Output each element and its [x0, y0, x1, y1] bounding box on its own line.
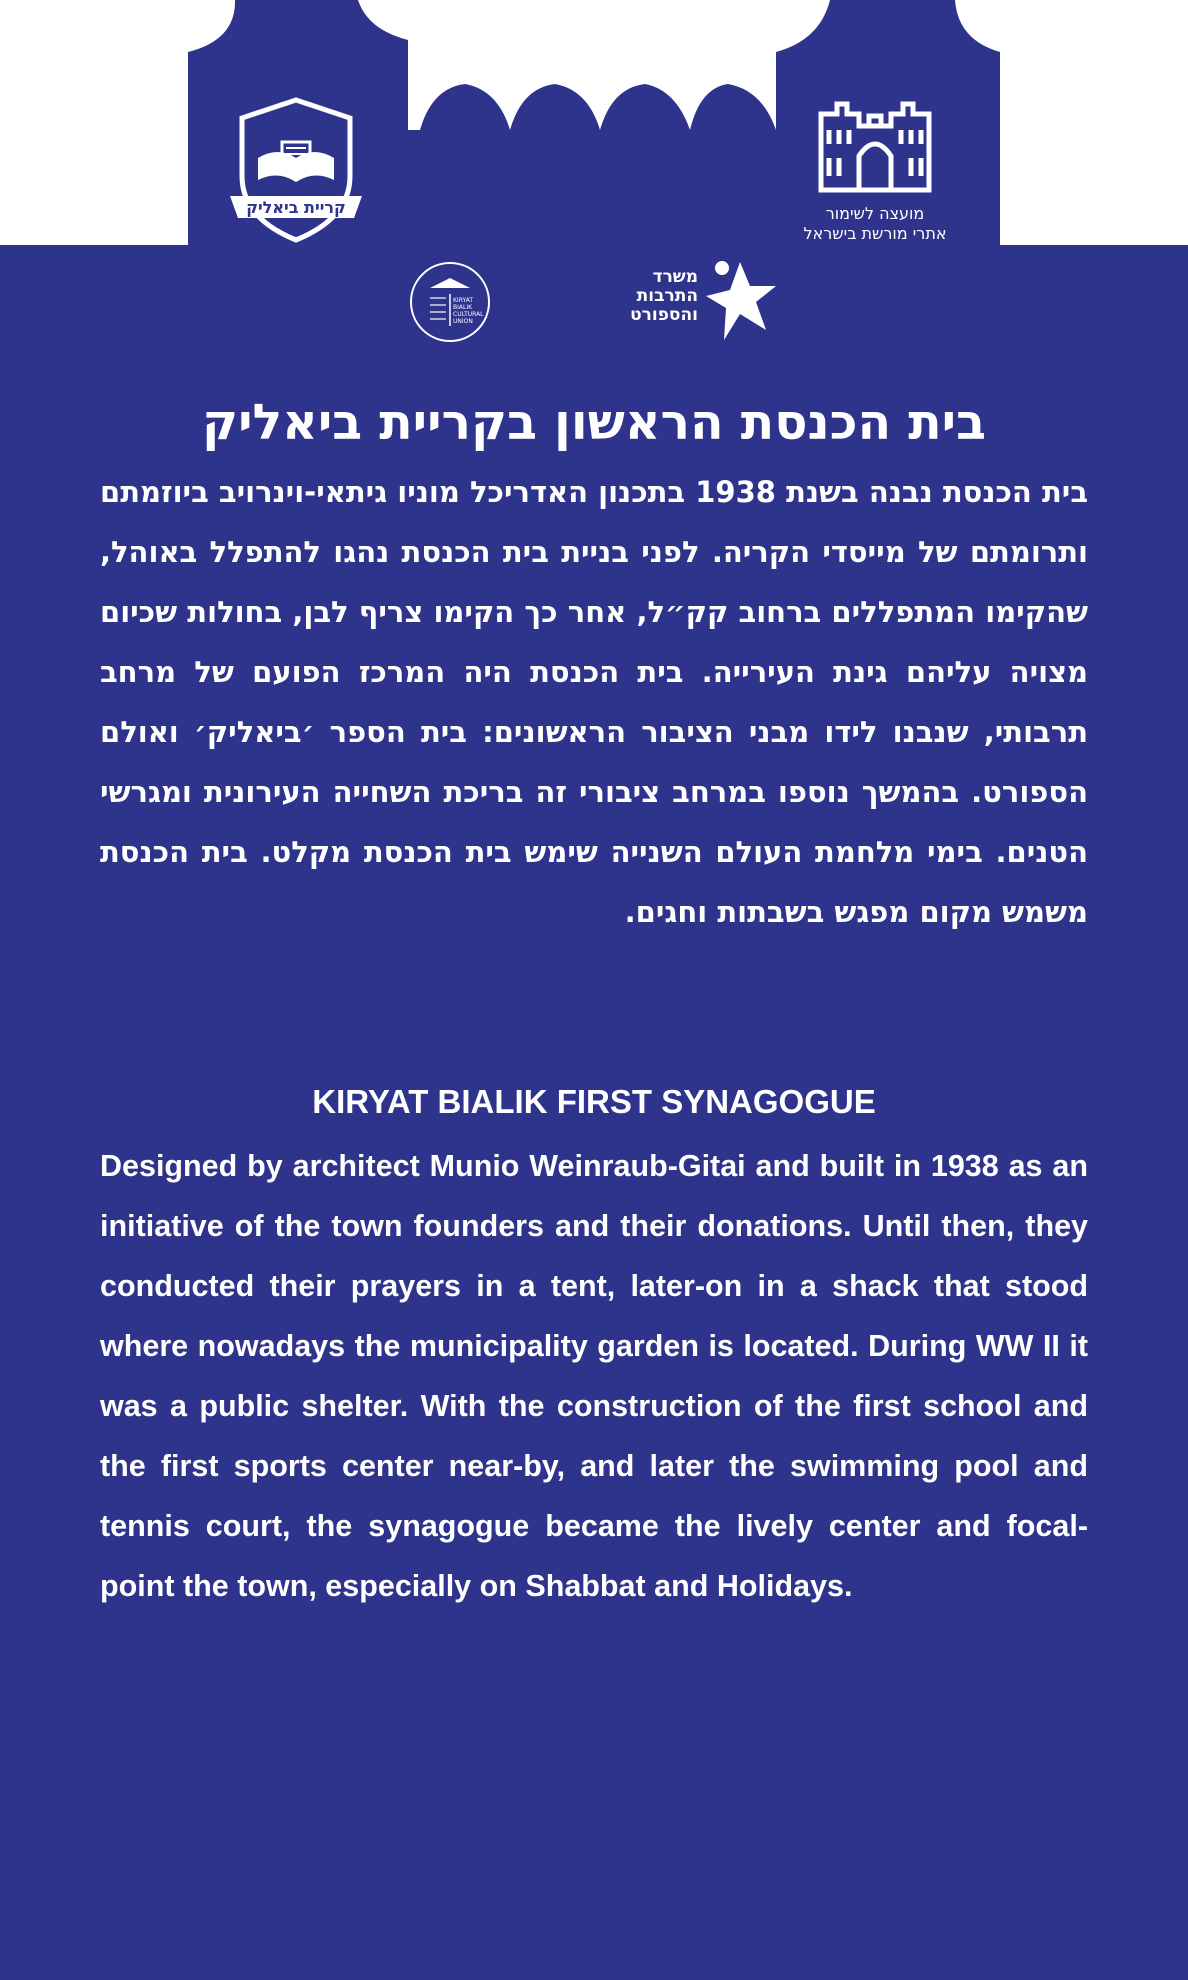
- union-line3: CULTURAL: [453, 311, 484, 318]
- open-book-shield-icon: [226, 96, 366, 246]
- kiryat-bialik-cultural-union-icon: [408, 260, 492, 344]
- union-line1: KIRYAT: [453, 297, 473, 304]
- ministry-line3: והספורט: [630, 305, 698, 325]
- union-line2: BIALIK: [453, 304, 473, 311]
- top-battlement-shape: [0, 0, 1188, 250]
- heritage-council-logo: [800, 96, 950, 244]
- ministry-line2: התרבות: [636, 286, 698, 306]
- hebrew-body: בית הכנסת נבנה בשנת 1938 בתכנון האדריכל מוניו גיתאי-וינרויב ביוזמתם ותרומתם של מייסדי הקריה. לפני בניית בית הכנסת נהגו להתפלל באוהל, שהקימו המתפללים ברחוב קק״ל, אחר כך הקימו צריף לבן, בחולות שכיום מצויה עליהם גינת העירייה. בית הכנסת היה המרכז הפועם של מרחב תרבותי, שנבנו לידו מבני הציבור הראשונים: בית הספר ׳ביאליק׳ ואולם הספורט. בהמשך נוספו במרחב ציבורי זה בריכת השחייה העירונית ומגרשי הטנים. בימי מלחמת העולם השנייה שימש בית הכנסת מקלט. בית הכנסת משמש מקום מפגש בשבתות וחגים.: [100, 475, 1089, 929]
- star-figure-icon: [700, 258, 780, 342]
- heritage-caption-line1: מועצה לשימור: [825, 204, 925, 223]
- union-line4: UNION: [453, 318, 473, 325]
- heritage-caption-line2: אתרי מורשת בישראל: [803, 224, 947, 243]
- fortress-gate-icon: [815, 96, 935, 194]
- city-banner-text: קריית ביאליק: [246, 198, 346, 217]
- english-body: Designed by architect Munio Weinraub-Gitai and built in 1938 as an initiative of the town founders and their donations. Until then, they conducted their prayers in a tent, later-on in a shack that stood where nowadays the municipality garden is located. During WW II it was a public shelter. With the construction of the first school and the first sports center near-by, and later the swimming pool and tennis court, the synagogue became the lively center and focal-point the town, especially on Shabbat and Holidays.: [100, 1149, 1088, 1603]
- ministry-culture-sport-logo: [620, 258, 780, 348]
- ministry-line1: משרד: [652, 267, 698, 287]
- english-title: KIRYAT BIALIK FIRST SYNAGOGUE: [312, 1083, 876, 1120]
- hebrew-title: בית הכנסת הראשון בקריית ביאליק: [202, 394, 986, 451]
